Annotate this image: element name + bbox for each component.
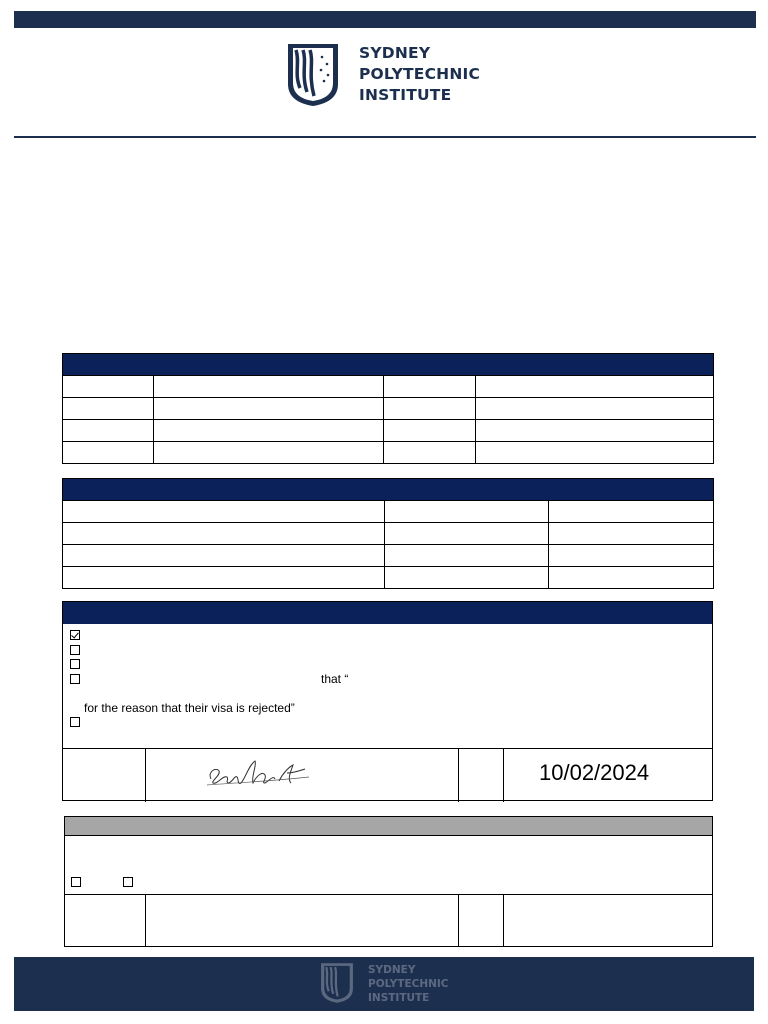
table-cell[interactable] (549, 545, 714, 567)
header-rule (14, 136, 756, 138)
details-table-2 (62, 478, 714, 589)
declaration-checkbox-2[interactable] (70, 645, 80, 655)
shield-icon (319, 962, 355, 1004)
declaration-continuation-text: for the reason that their visa is rejected” (84, 701, 295, 715)
institute-logo (286, 42, 496, 108)
table-cell[interactable] (385, 501, 549, 523)
office-use-section (64, 816, 713, 947)
signature-image (203, 757, 313, 793)
table-cell (63, 376, 154, 398)
table-cell[interactable] (154, 398, 384, 420)
declaration-checkbox-3[interactable] (70, 659, 80, 669)
footer-logo-line-1: SYDNEY (368, 964, 416, 976)
table-cell (63, 398, 154, 420)
table-cell[interactable] (154, 442, 384, 464)
table-cell[interactable] (549, 567, 714, 589)
office-checkbox-a[interactable] (71, 877, 81, 887)
footer-logo-line-2: POLYTECHNIC (368, 978, 449, 990)
section-2-band (63, 479, 714, 501)
table-cell[interactable] (154, 376, 384, 398)
table-cell (384, 442, 476, 464)
declaration-section (62, 601, 713, 801)
footer-bar (14, 957, 754, 1011)
header-top-bar (14, 11, 756, 28)
details-table-1 (62, 353, 714, 464)
footer-watermark-logo (319, 962, 469, 1006)
table-cell[interactable] (385, 523, 549, 545)
table-cell[interactable] (549, 501, 714, 523)
table-cell[interactable] (476, 420, 714, 442)
logo-line-1: SYDNEY (359, 44, 431, 62)
declaration-checkbox-1[interactable] (70, 630, 80, 640)
section-1-band (63, 354, 714, 376)
logo-line-3: INSTITUTE (359, 86, 452, 104)
table-cell (63, 420, 154, 442)
declaration-checkbox-5[interactable] (70, 717, 80, 727)
table-cell (384, 398, 476, 420)
declaration-date[interactable]: 10/02/2024 (539, 760, 650, 785)
declaration-checkbox-4[interactable] (70, 674, 80, 684)
table-cell[interactable] (549, 523, 714, 545)
table-cell (384, 376, 476, 398)
logo-line-2: POLYTECHNIC (359, 65, 481, 83)
declaration-sign-row (63, 748, 712, 802)
table-cell[interactable] (385, 545, 549, 567)
table-cell[interactable] (476, 398, 714, 420)
table-cell (384, 420, 476, 442)
footer-logo-wordmark (368, 963, 449, 1005)
table-cell[interactable] (385, 567, 549, 589)
table-cell[interactable] (154, 420, 384, 442)
logo-wordmark (359, 43, 480, 106)
shield-icon (286, 42, 340, 108)
section-3-band (63, 602, 712, 624)
footer-logo-line-3: INSTITUTE (368, 992, 430, 1004)
office-sign-row (65, 894, 712, 947)
table-cell (63, 442, 154, 464)
table-cell (63, 501, 385, 523)
office-checkbox-b[interactable] (123, 877, 133, 887)
table-cell (63, 523, 385, 545)
office-use-band (65, 817, 712, 836)
table-cell (63, 545, 385, 567)
declaration-option-4-text: that “ (321, 672, 349, 686)
table-cell (63, 567, 385, 589)
table-cell[interactable] (476, 376, 714, 398)
table-cell[interactable] (476, 442, 714, 464)
